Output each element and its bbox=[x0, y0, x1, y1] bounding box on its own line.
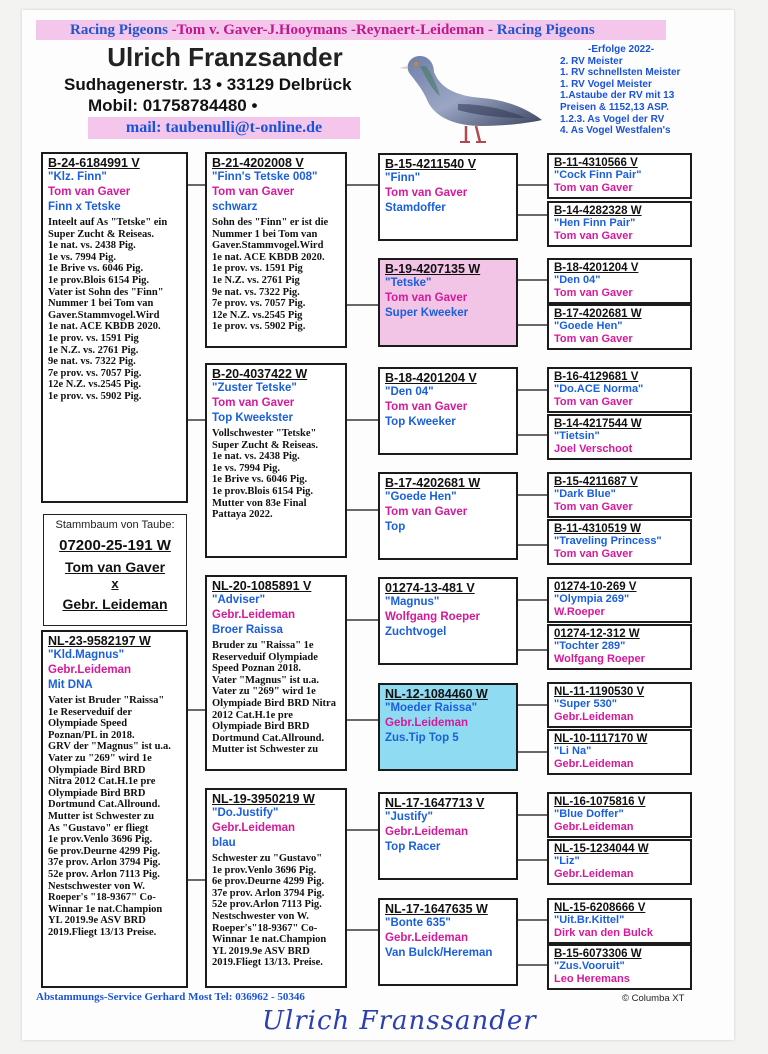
breeder: Gebr.Leideman bbox=[385, 717, 469, 729]
breeder: Gebr.Leideman bbox=[385, 932, 469, 944]
handwritten-signature: Ulrich Franssander bbox=[262, 1006, 537, 1036]
success-item: 1. RV schnellsten Meister bbox=[560, 67, 681, 79]
pigeon-name: "Olympia 269" bbox=[554, 593, 630, 605]
ancestor-card[interactable] bbox=[547, 577, 692, 623]
note-line: 1e prov. vs. 5902 Pig. bbox=[48, 390, 142, 402]
ancestor-card[interactable] bbox=[547, 472, 692, 518]
ancestor-card[interactable] bbox=[547, 624, 692, 670]
ring-number: NL-15-1234044 W bbox=[554, 843, 649, 855]
breeder: Gebr.Leideman bbox=[212, 609, 296, 621]
breeder: Gebr.Leideman bbox=[554, 821, 634, 833]
success-item: 2. RV Meister bbox=[560, 55, 623, 67]
pigeon-name: "Li Na" bbox=[554, 745, 592, 757]
breeder: W.Roeper bbox=[554, 606, 605, 618]
pigeon-name: "Uit.Br.Kittel" bbox=[554, 914, 625, 926]
ring-number: NL-23-9582197 W bbox=[48, 634, 151, 648]
note-line: Super Zucht & Reiseas. bbox=[48, 228, 154, 240]
pigeon-name: "Cock Finn Pair" bbox=[554, 169, 642, 181]
note-line: 2019.Fliegt 13/13. Preise. bbox=[212, 957, 323, 969]
breeder: Tom van Gaver bbox=[48, 186, 131, 198]
ancestor-card[interactable] bbox=[547, 367, 692, 413]
note-line: Mutter ist Schwester zu bbox=[212, 744, 319, 756]
great-grandparent-card[interactable] bbox=[378, 258, 518, 347]
note-line: Olympiade Speed bbox=[48, 718, 128, 730]
note-line: 9e nat. vs. 7322 Pig. bbox=[212, 286, 300, 298]
subject-dam-line: Gebr. Leideman bbox=[62, 596, 168, 612]
ring-number: B-17-4202681 W bbox=[385, 476, 481, 490]
bloodline: Mit DNA bbox=[48, 679, 93, 691]
breeder: Tom van Gaver bbox=[554, 333, 633, 345]
ring-number: B-16-4129681 V bbox=[554, 371, 639, 383]
ring-number: B-18-4201204 V bbox=[554, 262, 639, 274]
owner-name: Ulrich Franzsander bbox=[107, 42, 343, 72]
note-line: Vater "Magnus" ist u.a. bbox=[212, 674, 320, 686]
ancestor-card[interactable] bbox=[547, 414, 692, 460]
breeder: Tom van Gaver bbox=[385, 292, 468, 304]
note-line: 12e N.Z. vs.2545 Pig. bbox=[48, 379, 142, 391]
note-line: Poznan/PL in 2018. bbox=[48, 729, 135, 741]
success-item: Preisen & 1152,13 ASP. bbox=[560, 101, 669, 113]
note-line: 1e N.Z. vs. 2761 Pig bbox=[212, 274, 300, 286]
great-grandparent-card[interactable] bbox=[378, 577, 518, 665]
note-line: 1e vs. 7994 Pig. bbox=[212, 462, 280, 474]
bloodline: Top Racer bbox=[385, 841, 441, 853]
cross-sign: x bbox=[111, 576, 119, 591]
grandparent-card[interactable] bbox=[205, 575, 347, 771]
note-line: YL 2019.9e ASV BRD bbox=[212, 945, 310, 957]
ring-number: NL-16-1075816 V bbox=[554, 796, 646, 808]
note-line: Vollschwester "Tetske" bbox=[212, 428, 317, 439]
breeder: Tom van Gaver bbox=[385, 401, 468, 413]
success-item: 1. RV Vogel Meister bbox=[560, 78, 652, 90]
performance-notes bbox=[48, 695, 181, 938]
note-line: 6e prov.Deurne 4299 Pig. bbox=[212, 876, 325, 888]
ancestor-card[interactable] bbox=[547, 682, 692, 728]
ring-number: NL-17-1647713 V bbox=[385, 796, 485, 810]
ring-number: B-15-6073306 W bbox=[554, 948, 642, 960]
banner-middle: -Tom v. Gaver-J.Hooymans -Reynaert-Leideman - bbox=[167, 22, 497, 38]
stammbaum-label: Stammbaum von Taube: bbox=[55, 519, 175, 531]
note-line: Roeper's"18-9367" Co- bbox=[212, 922, 318, 934]
ring-number: B-18-4201204 V bbox=[385, 371, 477, 385]
stammbaum-box bbox=[43, 514, 187, 626]
great-grandparent-card[interactable] bbox=[378, 898, 518, 986]
great-grandparent-card[interactable] bbox=[378, 683, 518, 771]
ring-number: B-15-4211540 V bbox=[385, 157, 477, 171]
breeder: Tom van Gaver bbox=[554, 396, 633, 408]
note-line: 2019.Fliegt 13/13 Preise. bbox=[48, 926, 157, 938]
note-line: Reserveduif Olympiade bbox=[212, 651, 318, 663]
pigeon-name: "Bonte 635" bbox=[385, 917, 451, 929]
great-grandparent-card[interactable] bbox=[378, 367, 518, 455]
ring-number: B-24-6184991 V bbox=[48, 156, 140, 170]
note-line: Nummer 1 bei Tom van bbox=[212, 228, 318, 240]
breeder: Tom van Gaver bbox=[554, 548, 633, 560]
ancestor-card[interactable] bbox=[547, 792, 692, 838]
footer-copyright: © Columba XT bbox=[622, 993, 685, 1004]
footer-service: Abstammungs-Service Gerhard Most Tel: 036962 - 50346 bbox=[36, 991, 305, 1003]
header-banner bbox=[36, 20, 666, 40]
bloodline: Top bbox=[385, 521, 406, 533]
note-line: Mutter von 83e Final bbox=[212, 497, 307, 509]
owner-mail: mail: taubenulli@t-online.de bbox=[88, 117, 360, 139]
pigeon-name: "Goede Hen" bbox=[554, 320, 623, 332]
note-line: Nestschwester von W. bbox=[212, 910, 309, 922]
breeder: Dirk van den Bulck bbox=[554, 927, 654, 939]
breeder: Tom van Gaver bbox=[554, 287, 633, 299]
ring-number: 01274-12-312 W bbox=[554, 628, 640, 640]
note-line: 37e prov. Arlon 3794 Pig. bbox=[48, 857, 161, 869]
ring-number: B-20-4037422 W bbox=[212, 367, 308, 381]
pigeon-name: "Do.Justify" bbox=[212, 807, 279, 819]
note-line: 7e prov. vs. 7057 Pig. bbox=[212, 298, 306, 310]
ring-number: B-17-4202681 W bbox=[554, 308, 642, 320]
pigeon-name: "Zus.Vooruit" bbox=[554, 960, 625, 972]
pigeon-name: "Finn" bbox=[385, 172, 421, 184]
ancestor-card[interactable] bbox=[547, 519, 692, 565]
breeder: Gebr.Leideman bbox=[554, 868, 634, 880]
breeder: Tom van Gaver bbox=[385, 187, 468, 199]
bloodline: Zus.Tip Top 5 bbox=[385, 732, 459, 744]
note-line: 37e prov. Arlon 3794 Pig. bbox=[212, 887, 325, 899]
ring-number: NL-17-1647635 W bbox=[385, 902, 488, 916]
note-line: 1e Brive vs. 6046 Pig. bbox=[212, 474, 308, 486]
pigeon-icon bbox=[396, 44, 544, 148]
great-grandparent-card[interactable] bbox=[378, 472, 518, 560]
banner-left: Racing Pigeons bbox=[70, 22, 168, 38]
note-line: 1e nat. ACE KBDB 2020. bbox=[48, 321, 161, 333]
note-line: Mutter ist Schwester zu bbox=[48, 810, 155, 822]
note-line: Dortmund Cat.Allround. bbox=[48, 799, 161, 811]
bloodline: Van Bulck/Hereman bbox=[385, 947, 493, 959]
ancestor-card[interactable] bbox=[547, 153, 692, 199]
success-list bbox=[560, 44, 708, 137]
grandparent-card[interactable] bbox=[205, 788, 347, 988]
pigeon-name: "Do.ACE Norma" bbox=[554, 383, 644, 395]
pigeon-name: "Kld.Magnus" bbox=[48, 649, 125, 661]
performance-notes bbox=[48, 217, 181, 403]
bloodline: Finn x Tetske bbox=[48, 201, 121, 213]
note-line: Gaver.Stammvogel.Wird bbox=[212, 240, 324, 252]
note-line: 1e Reserveduif der bbox=[48, 706, 132, 718]
note-line: 12e N.Z. vs.2545 Pig bbox=[212, 309, 303, 321]
pigeon-name: "Blue Doffer" bbox=[554, 808, 624, 820]
breeder: Gebr.Leideman bbox=[212, 822, 296, 834]
grandparent-card[interactable] bbox=[205, 363, 347, 558]
pigeon-name: "Hen Finn Pair" bbox=[554, 217, 636, 229]
pigeon-name: "Den 04" bbox=[385, 386, 434, 398]
ring-number: NL-10-1117170 W bbox=[554, 733, 648, 745]
note-line: GRV der "Magnus" ist u.a. bbox=[48, 741, 171, 753]
breeder: Joel Verschoot bbox=[554, 443, 633, 455]
note-line: 1e nat. ACE KBDB 2020. bbox=[212, 251, 325, 263]
pigeon-name: "Dark Blue" bbox=[554, 488, 616, 500]
note-line: Olympiade Bird BRD bbox=[212, 721, 310, 733]
ring-number: B-14-4282328 W bbox=[554, 205, 642, 217]
note-line: 1e prov.Venlo 3696 Pig. bbox=[48, 834, 153, 846]
note-line: Winnar 1e nat.Champion bbox=[48, 903, 163, 915]
great-grandparent-card[interactable] bbox=[378, 153, 518, 241]
note-line: Nestschwester von W. bbox=[48, 880, 145, 892]
pigeon-name: "Zuster Tetske" bbox=[212, 382, 297, 394]
ring-number: B-11-4310519 W bbox=[554, 523, 641, 535]
pigeon-name: "Finn's Tetske 008" bbox=[212, 171, 318, 183]
breeder: Tom van Gaver bbox=[212, 397, 295, 409]
note-line: 1e N.Z. vs. 2761 Pig. bbox=[48, 344, 139, 356]
note-line: Vater ist Bruder "Raissa" bbox=[48, 695, 165, 706]
grandparent-card[interactable] bbox=[205, 152, 347, 348]
ancestor-card[interactable] bbox=[547, 898, 692, 944]
subject-sire-line: Tom van Gaver bbox=[64, 559, 166, 575]
great-grandparent-card[interactable] bbox=[378, 792, 518, 880]
ancestor-card[interactable] bbox=[547, 304, 692, 350]
note-line: Roeper's "18-9367" Co- bbox=[48, 892, 156, 904]
bloodline: Top Kweeker bbox=[385, 416, 456, 428]
breeder: Gebr.Leideman bbox=[554, 711, 634, 723]
breeder: Gebr.Leideman bbox=[48, 664, 132, 676]
breeder: Leo Heremans bbox=[554, 973, 630, 985]
ancestor-card[interactable] bbox=[547, 839, 692, 885]
bloodline: Super Kweeker bbox=[385, 307, 469, 319]
bloodline: schwarz bbox=[212, 201, 258, 213]
breeder: Wolfgang Roeper bbox=[385, 611, 480, 623]
ancestor-card[interactable] bbox=[547, 201, 692, 247]
note-line: 6e prov.Deurne 4299 Pig. bbox=[48, 845, 161, 857]
ring-number: NL-11-1190530 V bbox=[554, 686, 645, 698]
ring-number: B-21-4202008 V bbox=[212, 156, 304, 170]
note-line: Dortmund Cat.Allround. bbox=[212, 732, 325, 744]
breeder: Gebr.Leideman bbox=[554, 758, 634, 770]
note-line: Pattaya 2022. bbox=[212, 509, 273, 521]
note-line: 1e prov. vs. 5902 Pig. bbox=[212, 321, 306, 333]
pigeon-name: "Liz" bbox=[554, 855, 580, 867]
bloodline: Broer Raissa bbox=[212, 624, 283, 636]
ring-number: NL-19-3950219 W bbox=[212, 792, 315, 806]
breeder: Gebr.Leideman bbox=[385, 826, 469, 838]
performance-notes bbox=[212, 428, 340, 521]
owner-mobile: Mobil: 01758784480 • bbox=[88, 96, 258, 115]
note-line: Olympiade Bird BRD bbox=[48, 764, 146, 776]
note-line: Inteelt auf As "Tetske" ein bbox=[48, 217, 168, 228]
bloodline: Top Kweekster bbox=[212, 412, 293, 424]
breeder: Tom van Gaver bbox=[554, 182, 633, 194]
note-line: 1e prov. vs. 1591 Pig bbox=[212, 263, 303, 275]
bloodline: Zuchtvogel bbox=[385, 626, 447, 638]
banner-right: Racing Pigeons bbox=[496, 22, 595, 38]
pigeon-name: "Den 04" bbox=[554, 274, 601, 286]
note-line: 1e Brive vs. 6046 Pig. bbox=[48, 263, 144, 275]
note-line: Bruder zu "Raissa" 1e bbox=[212, 640, 314, 651]
pigeon-name: "Super 530" bbox=[554, 698, 618, 710]
ring-number: NL-20-1085891 V bbox=[212, 579, 312, 593]
performance-notes bbox=[212, 640, 340, 756]
note-line: Nummer 1 bei Tom van bbox=[48, 298, 154, 310]
note-line: Gaver.Stammvogel.Wird bbox=[48, 309, 160, 321]
note-line: 1e vs. 7994 Pig. bbox=[48, 251, 116, 263]
pigeon-name: "Tetske" bbox=[385, 277, 432, 289]
note-line: Sohn des "Finn" er ist die bbox=[212, 217, 329, 228]
note-line: 1e nat. vs. 2438 Pig. bbox=[212, 451, 300, 463]
note-line: 52e prov.Arlon 7113 Pig. bbox=[212, 899, 322, 911]
ancestor-card[interactable] bbox=[547, 944, 692, 990]
ring-number: B-14-4217544 W bbox=[554, 418, 642, 430]
note-line: 7e prov. vs. 7057 Pig. bbox=[48, 367, 142, 379]
pigeon-name: "Goede Hen" bbox=[385, 491, 457, 503]
ring-number: B-15-4211687 V bbox=[554, 476, 638, 488]
note-line: 1e prov.Blois 6154 Pig. bbox=[212, 485, 314, 497]
note-line: Super Zucht & Reiseas. bbox=[212, 439, 318, 451]
pigeon-name: "Klz. Finn" bbox=[48, 171, 107, 183]
pigeon-name: "Magnus" bbox=[385, 596, 440, 608]
breeder: Wolfgang Roeper bbox=[554, 653, 645, 665]
ring-number: 01274-10-269 V bbox=[554, 581, 637, 593]
pigeon-name: "Justify" bbox=[385, 811, 433, 823]
success-item: 1.Astaube der RV mit 13 bbox=[560, 90, 675, 102]
pigeon-name: "Tochter 289" bbox=[554, 640, 626, 652]
note-line: Vater zu "269" wird 1e bbox=[48, 752, 152, 764]
pigeon-name: "Tietsin" bbox=[554, 430, 600, 442]
breeder: Tom van Gaver bbox=[212, 186, 295, 198]
note-line: 9e nat. vs. 7322 Pig. bbox=[48, 356, 136, 368]
performance-notes bbox=[212, 217, 340, 333]
note-line: 2012 Cat.H.1e pre bbox=[212, 709, 293, 721]
parent-dam-card[interactable] bbox=[41, 630, 188, 988]
note-line: As "Gustavo" er fliegt bbox=[48, 822, 149, 834]
note-line: Speed Poznan 2018. bbox=[212, 663, 301, 675]
note-line: Vater ist Sohn des "Finn" bbox=[48, 286, 164, 298]
success-heading: -Erfolge 2022- bbox=[588, 44, 655, 55]
ring-number: NL-15-6208666 V bbox=[554, 902, 646, 914]
note-line: Nitra 2012 Cat.H.1e pre bbox=[48, 776, 156, 788]
note-line: Olympiade Bird BRD bbox=[48, 787, 146, 799]
note-line: Vater zu "269" wird 1e bbox=[212, 686, 316, 698]
note-line: 1e nat. vs. 2438 Pig. bbox=[48, 240, 136, 252]
owner-address: Sudhagenerstr. 13 • 33129 Delbrück bbox=[64, 75, 352, 94]
ring-number: 01274-13-481 V bbox=[385, 581, 475, 595]
note-line: Winnar 1e nat.Champion bbox=[212, 934, 327, 946]
pigeon-name: "Adviser" bbox=[212, 594, 266, 606]
note-line: 1e prov.Blois 6154 Pig. bbox=[48, 274, 150, 286]
note-line: 52e prov. Arlon 7113 Pig. bbox=[48, 868, 160, 880]
bloodline: blau bbox=[212, 837, 236, 849]
note-line: YL 2019.9e ASV BRD bbox=[48, 915, 146, 927]
performance-notes bbox=[212, 853, 340, 969]
breeder: Tom van Gaver bbox=[385, 506, 468, 518]
ring-number: NL-12-1084460 W bbox=[385, 687, 488, 701]
ring-number: B-11-4310566 V bbox=[554, 157, 638, 169]
pigeon-name: "Traveling Princess" bbox=[554, 535, 662, 547]
parent-sire-card[interactable] bbox=[41, 152, 188, 503]
bloodline: Stamdoffer bbox=[385, 202, 446, 214]
note-line: Schwester zu "Gustavo" bbox=[212, 853, 323, 864]
note-line: 1e prov. vs. 1591 Pig bbox=[48, 332, 139, 344]
success-item: 1.2.3. As Vogel der RV bbox=[560, 113, 665, 125]
success-item: 4. As Vogel Westfalen's bbox=[560, 125, 671, 137]
ancestor-card[interactable] bbox=[547, 258, 692, 304]
pigeon-name: "Moeder Raissa" bbox=[385, 702, 478, 714]
note-line: 1e prov.Venlo 3696 Pig. bbox=[212, 864, 317, 876]
breeder: Tom van Gaver bbox=[554, 230, 633, 242]
breeder: Tom van Gaver bbox=[554, 501, 633, 513]
ring-number: B-19-4207135 W bbox=[385, 262, 481, 276]
note-line: Olympiade Bird BRD Nitra bbox=[212, 697, 336, 709]
subject-ring-number: 07200-25-191 W bbox=[59, 537, 171, 554]
ancestor-card[interactable] bbox=[547, 729, 692, 775]
